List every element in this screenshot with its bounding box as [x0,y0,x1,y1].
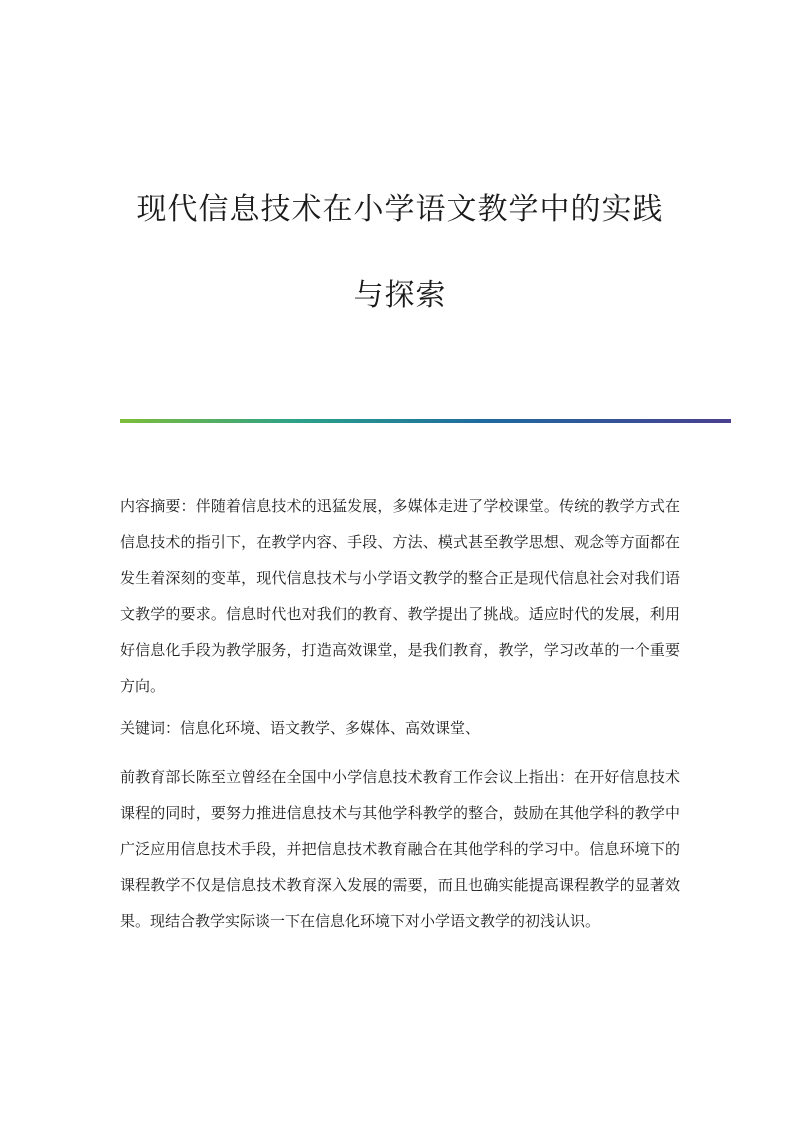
abstract-paragraph: 内容摘要：伴随着信息技术的迅猛发展，多媒体走进了学校课堂。传统的教学方式在信息技术的指引下，在教学内容、手段、方法、模式甚至教学思想、观念等方面都在发生着深刻的变革，现代信息技术与小学语文教学的整合正是现代信息社会对我们语文教学的要求。信息时代也对我们的教育、教学提出了挑战。适应时代的发展，利用好信息化手段为教学服务，打造高效课堂，是我们教育，教学，学习改革的一个重要方向。 [120,497,680,695]
gradient-divider [120,419,731,423]
document-title [100,188,700,318]
keywords-line: 关键词：信息化环境、语文教学、多媒体、高效课堂、 [120,719,481,737]
body-paragraph: 前教育部长陈至立曾经在全国中小学信息技术教育工作会议上指出：在开好信息技术课程的同时，要努力推进信息技术与其他学科教学的整合，鼓励在其他学科的教学中广泛应用信息技术手段，并把信息技术教育融合在其他学科的学习中。信息环境下的课程教学不仅是信息技术教育深入发展的需要，而且也确实能提高课程教学的显著效果。现结合教学实际谈一下在信息化环境下对小学语文教学的初浅认识。 [120,768,680,930]
title-line-2: 与探索 [353,278,447,313]
title-line-1: 现代信息技术在小学语文教学中的实践 [136,192,664,227]
document-body [120,488,680,945]
